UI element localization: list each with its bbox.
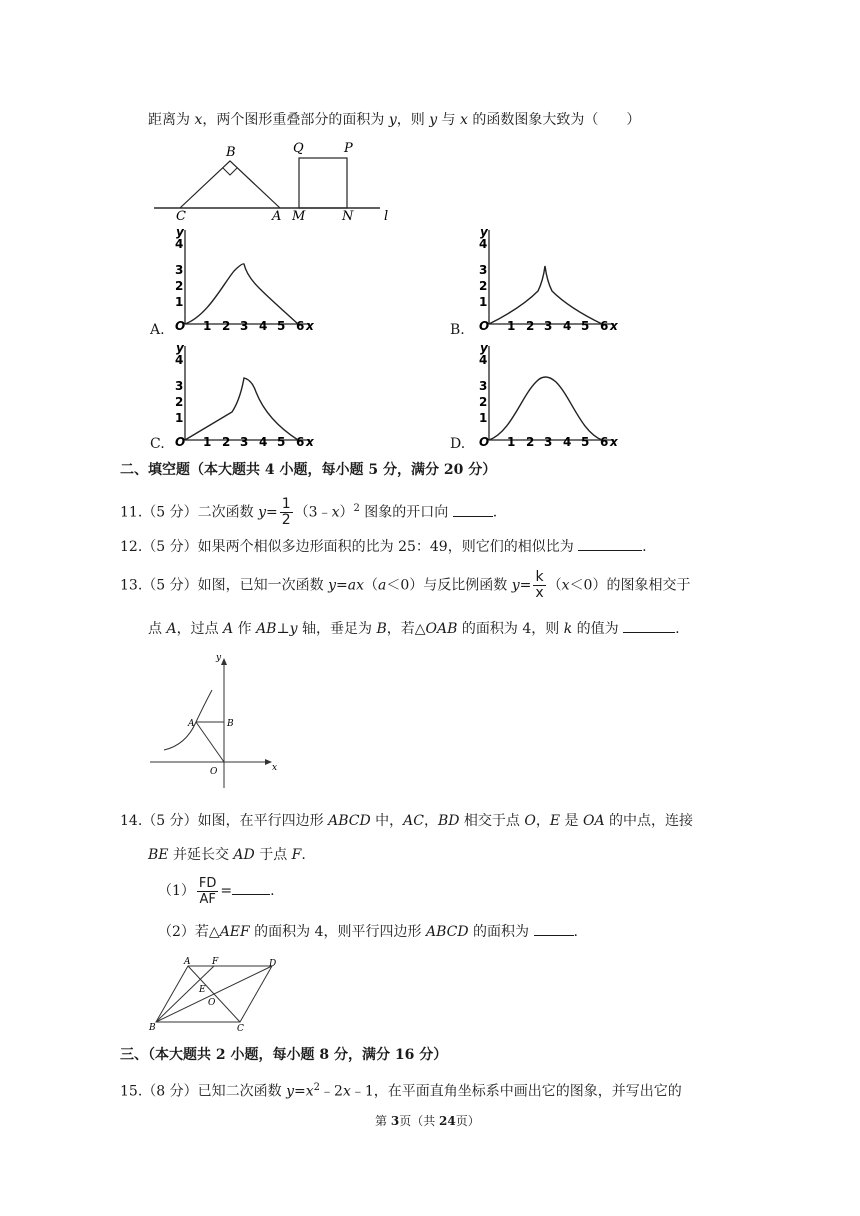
section-heading-2: 二、填空题（本大题共 4 小题，每小题 5 分，满分 20 分）	[120, 462, 497, 478]
svg-text:2: 2	[479, 279, 488, 293]
graph-a-ticks-x	[203, 319, 304, 333]
svg-text:y: y	[176, 225, 184, 239]
fraction-k-over-x: $\frac{k}{x}$	[535, 569, 544, 601]
svg-text:1: 1	[479, 295, 488, 309]
svg-text:1: 1	[203, 319, 212, 333]
svg-text:x: x	[610, 319, 618, 333]
svg-text:1: 1	[507, 319, 516, 333]
svg-text:4: 4	[479, 237, 488, 251]
svg-text:O: O	[479, 435, 490, 449]
graph-d-ticks-x	[507, 435, 608, 449]
svg-text:2: 2	[526, 319, 535, 333]
svg-text:2: 2	[479, 395, 488, 409]
svg-text:4: 4	[479, 353, 488, 367]
svg-text:4: 4	[563, 435, 572, 449]
svg-text:O: O	[175, 319, 186, 333]
svg-text:B: B	[227, 719, 234, 729]
fig-label-B: B	[226, 145, 236, 160]
svg-text:3: 3	[479, 263, 488, 277]
svg-text:4: 4	[259, 435, 268, 449]
question-12: 12.（5 分）如果两个相似多边形面积的比为 25：49，则它们的相似比为 .	[120, 539, 647, 555]
svg-text:5: 5	[277, 319, 286, 333]
graph-a-curve	[185, 264, 298, 324]
answer-blank[interactable]	[623, 620, 675, 633]
svg-text:y: y	[176, 341, 184, 355]
question-13-line2: 点 A，过点 A 作 AB⊥y 轴，垂足为 B，若△OAB 的面积为 4，则 k 的值为 .	[148, 621, 680, 637]
svg-text:6: 6	[600, 435, 609, 449]
graph-c-ticks-y	[175, 353, 183, 425]
graph-a-ticks-y	[175, 237, 183, 309]
svg-text:1: 1	[507, 435, 516, 449]
svg-text:x: x	[306, 319, 314, 333]
question-14-sub1: （1） $\frac{FD}{AF}$ = .	[158, 875, 275, 907]
svg-text:O: O	[210, 767, 218, 777]
q10-figure	[150, 138, 400, 224]
question-14-sub2: （2）若△AEF 的面积为 4，则平行四边形 ABCD 的面积为 .	[158, 924, 578, 940]
svg-text:A: A	[188, 719, 195, 729]
svg-text:4: 4	[175, 237, 184, 251]
svg-text:B: B	[149, 1023, 156, 1033]
question-13-line1: 13.（5 分）如图，已知一次函数 y=ax（a＜0）与反比例函数 y= $\frac{k}{x}$ （x＜0）的图象相交于	[120, 569, 691, 601]
svg-text:3: 3	[479, 379, 488, 393]
svg-text:5: 5	[581, 435, 590, 449]
q10-continuation: 距离为 x，两个图形重叠部分的面积为 y，则 y 与 x 的函数图象大致为（ ）	[148, 112, 641, 128]
section-heading-3: 三、（本大题共 2 小题，每小题 8 分，满分 16 分）	[120, 1047, 448, 1063]
svg-text:6: 6	[296, 319, 305, 333]
graph-b-ticks-x	[507, 319, 608, 333]
svg-text:4: 4	[563, 319, 572, 333]
graph-b-ticks-y	[479, 237, 487, 309]
svg-text:2: 2	[175, 279, 184, 293]
fig-label-A: A	[272, 209, 282, 224]
svg-text:C: C	[237, 1024, 244, 1034]
graph-c-curve	[185, 378, 298, 440]
svg-text:5: 5	[581, 319, 590, 333]
answer-blank[interactable]	[453, 504, 493, 517]
svg-text:6: 6	[600, 319, 609, 333]
svg-text:2: 2	[526, 435, 535, 449]
svg-text:3: 3	[544, 319, 553, 333]
fig-label-N: N	[342, 209, 354, 224]
option-label-a: A.	[150, 322, 165, 338]
graph-d-ticks-y	[479, 353, 487, 425]
svg-text:4: 4	[175, 353, 184, 367]
svg-text:4: 4	[259, 319, 268, 333]
svg-text:x: x	[610, 435, 618, 449]
option-graph-c	[172, 342, 317, 450]
svg-text:x: x	[272, 763, 278, 773]
svg-text:E: E	[199, 985, 206, 995]
svg-text:F: F	[212, 957, 219, 967]
svg-text:3: 3	[544, 435, 553, 449]
svg-text:3: 3	[175, 379, 184, 393]
q14-figure	[148, 956, 282, 1032]
fig-label-C: C	[176, 209, 186, 224]
answer-blank[interactable]	[534, 923, 574, 936]
question-14-line1: 14.（5 分）如图，在平行四边形 ABCD 中，AC，BD 相交于点 O，E 是 OA 的中点，连接	[120, 813, 694, 829]
svg-text:5: 5	[277, 435, 286, 449]
svg-text:1: 1	[203, 435, 212, 449]
question-15: 15.（8 分）已知二次函数 $y=x^2﹣2x﹣1$，在平面直角坐标系中画出它的图象，并写出它的	[120, 1082, 682, 1100]
svg-text:6: 6	[296, 435, 305, 449]
fig-label-P: P	[344, 141, 353, 156]
svg-text:3: 3	[240, 319, 249, 333]
option-label-d: D.	[450, 436, 466, 452]
svg-text:D: D	[269, 959, 277, 969]
fig-label-l: l	[384, 209, 389, 224]
option-label-c: C.	[150, 436, 165, 452]
svg-text:2: 2	[175, 395, 184, 409]
svg-text:A: A	[184, 957, 191, 967]
graph-b-curve	[489, 266, 602, 324]
svg-text:O: O	[208, 998, 216, 1008]
svg-text:y: y	[216, 653, 222, 663]
option-graph-b	[476, 226, 621, 334]
svg-text:3: 3	[240, 435, 249, 449]
graph-c-ticks-x	[203, 435, 304, 449]
page-footer: 第 3页（共 24页）	[375, 1114, 480, 1128]
option-label-b: B.	[450, 322, 465, 338]
option-graph-a	[172, 226, 317, 334]
svg-text:2: 2	[222, 319, 231, 333]
svg-text:O: O	[479, 319, 490, 333]
fig-label-M: M	[292, 209, 306, 224]
svg-text:1: 1	[479, 411, 488, 425]
answer-blank[interactable]	[578, 538, 642, 551]
svg-text:x: x	[306, 435, 314, 449]
q13-figure	[146, 650, 286, 792]
fraction-one-half: $\frac{1}{2}$	[281, 496, 291, 529]
svg-text:y: y	[480, 341, 488, 355]
fraction-fd-over-af: $\frac{FD}{AF}$	[198, 875, 217, 907]
svg-text:1: 1	[175, 295, 184, 309]
svg-text:O: O	[175, 435, 186, 449]
fig-label-Q: Q	[293, 141, 304, 156]
svg-text:1: 1	[175, 411, 184, 425]
question-14-line2: BE 并延长交 AD 于点 F.	[148, 847, 306, 863]
answer-blank[interactable]	[232, 882, 270, 895]
svg-text:2: 2	[222, 435, 231, 449]
option-graph-d	[476, 342, 621, 450]
question-11: 11.（5 分）二次函数 y= $\frac{1}{2}$ （3﹣x）$^2$ 图象的开口向 .	[120, 496, 498, 529]
graph-d-curve	[489, 377, 602, 440]
svg-text:3: 3	[175, 263, 184, 277]
svg-text:y: y	[480, 225, 488, 239]
